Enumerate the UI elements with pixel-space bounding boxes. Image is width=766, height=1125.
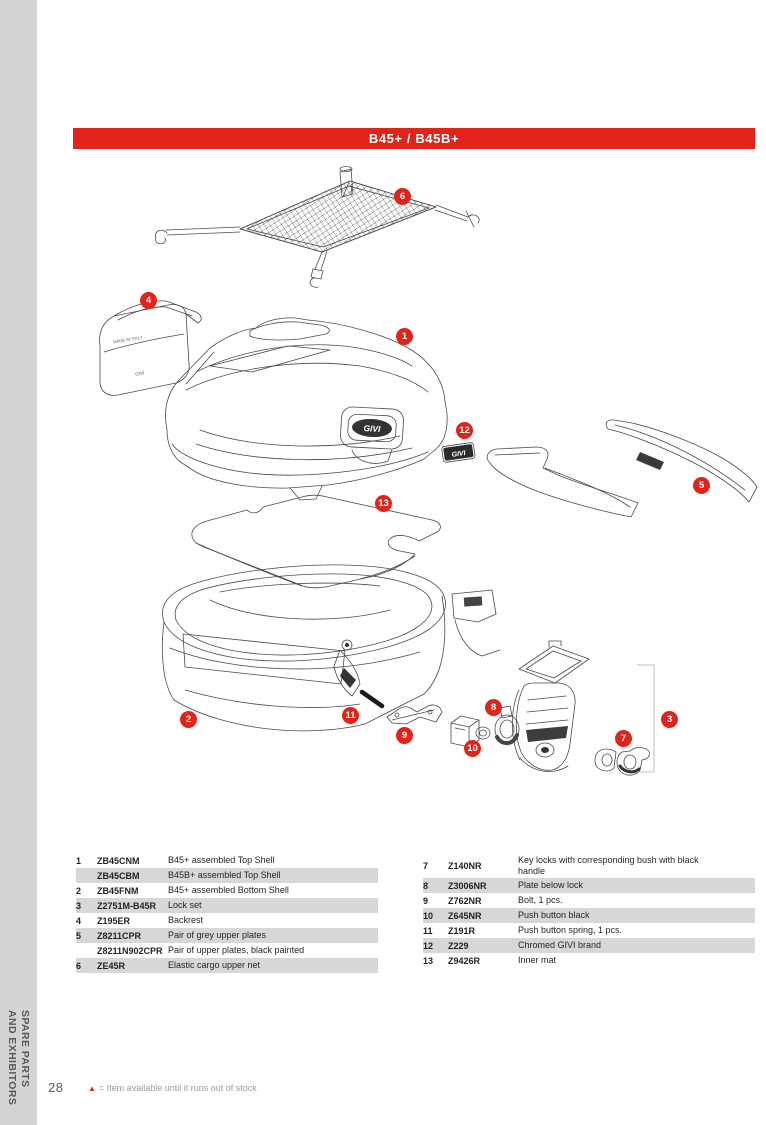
- part-number: 9: [423, 895, 429, 906]
- part-number: 6: [76, 960, 82, 971]
- table-row: [76, 868, 378, 883]
- part-callout-12: 12: [456, 422, 473, 439]
- brand-plate-givi: GIVI: [451, 449, 467, 459]
- net-hook-bottom: [310, 278, 318, 287]
- page-number: 28: [48, 1080, 64, 1095]
- part-callout-9: 9: [396, 727, 413, 744]
- part-description: Plate below lock: [518, 880, 584, 891]
- part-callout-7: 7: [615, 730, 632, 747]
- part-description: Key locks with corresponding bush with black handle: [518, 855, 699, 876]
- part-callout-3: 3: [661, 711, 678, 728]
- model-header: B45+ / B45B+: [73, 128, 755, 149]
- part-code: ZB45CNM: [97, 855, 140, 866]
- part-number: 2: [76, 885, 82, 896]
- sidebar-label-line1: SPARE PARTS: [19, 1009, 31, 1088]
- part-callout-13: 13: [375, 495, 392, 512]
- part-callout-8: 8: [485, 699, 502, 716]
- key-lock-part-1: [595, 749, 616, 771]
- part-code: Z140NR: [448, 860, 482, 871]
- part-callout-1: 1: [396, 328, 413, 345]
- table-row: [76, 883, 378, 898]
- part-number: 1: [76, 855, 82, 866]
- part-number: 4: [76, 915, 82, 926]
- shell-givi-badge: GIVI: [363, 423, 381, 434]
- net-hook-left: [155, 230, 167, 243]
- part-callout-2: 2: [180, 711, 197, 728]
- part-number: 5: [76, 930, 82, 941]
- backrest-made-in-italy-text: MADE IN ITALY: [112, 334, 143, 345]
- sidebar-section-label: [5, 1010, 31, 1105]
- part-code: Z645NR: [448, 910, 482, 921]
- table-row: [76, 928, 378, 943]
- part-description: Bolt, 1 pcs.: [518, 895, 563, 906]
- sidebar-label-line2: AND EXHIBITORS: [6, 1009, 18, 1105]
- part-description: B45+ assembled Bottom Shell: [168, 885, 289, 896]
- backrest-part: [100, 304, 190, 395]
- backrest-brand-text: GIVI: [134, 370, 145, 377]
- part-code: Z2751M-B45R: [97, 900, 157, 911]
- table-row: [76, 898, 378, 913]
- part-description: Elastic cargo upper net: [168, 960, 261, 971]
- spring-bolt-part: [362, 692, 382, 706]
- exploded-diagram: [40, 150, 766, 800]
- part-code: ZB45FNM: [97, 885, 139, 896]
- part-code: Z8211N902CPR: [97, 945, 163, 956]
- part-description: B45+ assembled Top Shell: [168, 855, 275, 866]
- footnote-text: = Item available until it runs out of stock: [98, 1083, 257, 1093]
- parts-table-right: [423, 853, 755, 968]
- part-description: Pair of grey upper plates: [168, 930, 267, 941]
- table-row: [423, 878, 755, 893]
- part-number: 12: [423, 940, 434, 951]
- part-code: Z8211CPR: [97, 930, 142, 941]
- table-row: [423, 938, 755, 953]
- part-description: Backrest: [168, 915, 204, 926]
- table-row: [76, 958, 378, 973]
- part-code: Z3006NR: [448, 880, 487, 891]
- upper-plate-right: [606, 420, 757, 502]
- table-row: [423, 908, 755, 923]
- part-number: 11: [423, 925, 433, 936]
- part-number: 3: [76, 900, 82, 911]
- part-description: Pair of upper plates, black painted: [168, 945, 305, 956]
- part-number: 10: [423, 910, 434, 921]
- part-callout-6: 6: [394, 188, 411, 205]
- table-row: [423, 953, 755, 968]
- part-code: Z191R: [448, 925, 476, 936]
- part-description: Chromed GIVI brand: [518, 940, 602, 951]
- upper-plate-left: [487, 447, 638, 517]
- table-row: [76, 943, 378, 958]
- parts-table-left: [76, 853, 378, 973]
- part-code: Z762NR: [448, 895, 482, 906]
- triangle-marker-icon: ▲: [88, 1084, 96, 1093]
- part-number: 13: [423, 955, 434, 966]
- part-callout-11: 11: [342, 707, 359, 724]
- part-description: Inner mat: [518, 955, 557, 966]
- stock-footnote: [88, 1083, 257, 1093]
- part-code: ZB45CBM: [97, 870, 140, 881]
- table-row: [423, 853, 755, 878]
- part-callout-10: 10: [464, 740, 481, 757]
- part-description: Lock set: [168, 900, 202, 911]
- part-number: 7: [423, 860, 429, 871]
- table-row: [76, 913, 378, 928]
- part-number: 8: [423, 880, 429, 891]
- part-description: B45B+ assembled Top Shell: [168, 870, 281, 881]
- part-code: ZE45R: [97, 960, 126, 971]
- part-code: Z229: [448, 940, 469, 951]
- table-row: [76, 853, 378, 868]
- group-bracket: [637, 665, 654, 772]
- part-callout-5: 5: [693, 477, 710, 494]
- part-code: Z195ER: [97, 915, 131, 926]
- table-row: [423, 923, 755, 938]
- part-description: Push button spring, 1 pcs.: [518, 925, 623, 936]
- part-description: Push button black: [518, 910, 590, 921]
- sidebar-strip: [0, 0, 37, 1125]
- table-row: [423, 893, 755, 908]
- part-callout-4: 4: [140, 292, 157, 309]
- part-code: Z9426R: [448, 955, 481, 966]
